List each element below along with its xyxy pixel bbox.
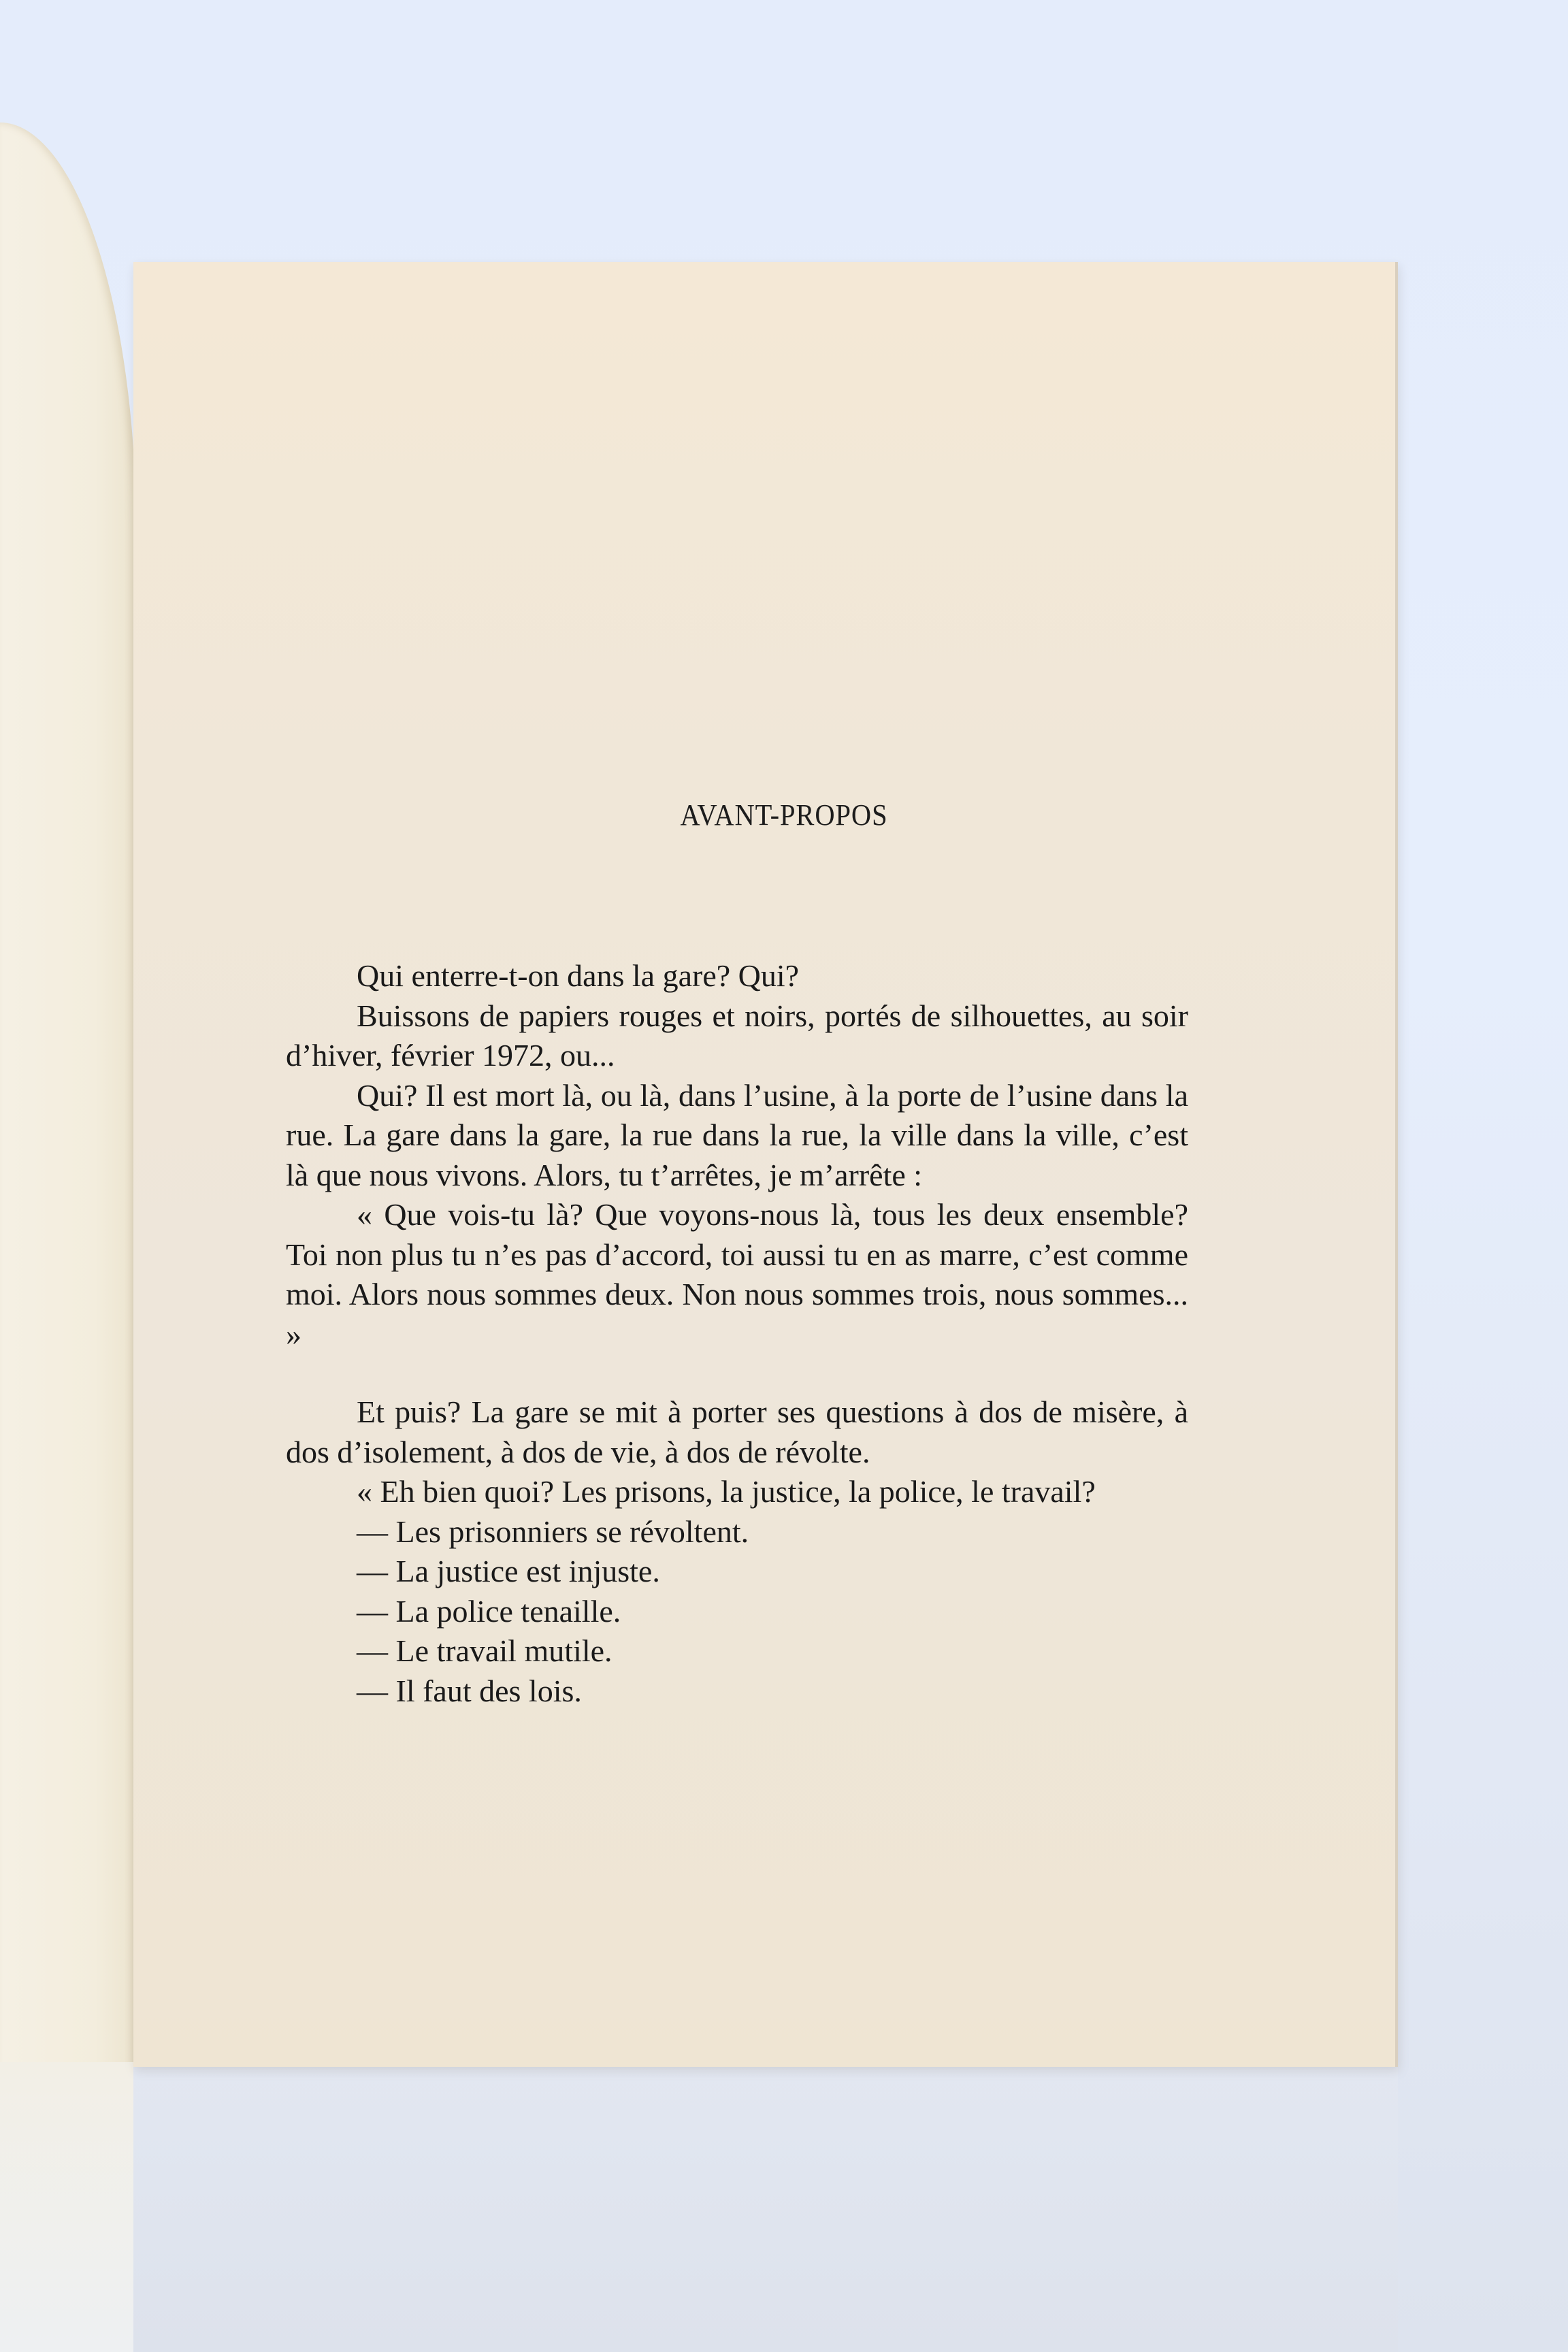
page-reflection (133, 2067, 1398, 2352)
page-heading: AVANT-PROPOS (680, 798, 888, 832)
dialogue-line: — La police tenaille. (357, 1593, 621, 1629)
dialogue-line: — Le travail mutile. (357, 1633, 612, 1668)
paragraph: Buissons de papiers rouges et noirs, portés de silhouettes, au soir d’hiver, février 1972, ou... (286, 998, 1188, 1073)
paragraph-gap (286, 1354, 1188, 1392)
left-page-edge (0, 122, 136, 2352)
body-text (286, 956, 1188, 1711)
dialogue-line: — Les prisonniers se révoltent. (357, 1514, 749, 1549)
paragraph: « Eh bien quoi? Les prisons, la justice, la police, le travail? (357, 1474, 1096, 1509)
paragraph: Et puis? La gare se mit à porter ses questions à dos de misère, à dos d’isolement, à dos de vie, à dos de révolte. (286, 1394, 1188, 1469)
paragraph: Qui? Il est mort là, ou là, dans l’usine, à la porte de l’usine dans la rue. La gare dans la gare, la rue dans la rue, la ville dans la ville, c’est là que nous vivons. Alors, tu t’arrêtes, je m’arrête : (286, 1077, 1188, 1192)
left-page-lower (0, 2062, 136, 2352)
paragraph: « Que vois-tu là? Que voyons-nous là, tous les deux ensemble? Toi non plus tu n’es pas d’accord, toi aussi tu en as marre, c’est comme moi. Alors nous sommes deux. Non nous sommes trois, nous sommes... » (286, 1197, 1188, 1352)
dialogue-line: — La justice est injuste. (357, 1554, 660, 1588)
paragraph: Qui enterre-t-on dans la gare? Qui? (357, 958, 800, 993)
dialogue-line: — Il faut des lois. (357, 1673, 582, 1708)
